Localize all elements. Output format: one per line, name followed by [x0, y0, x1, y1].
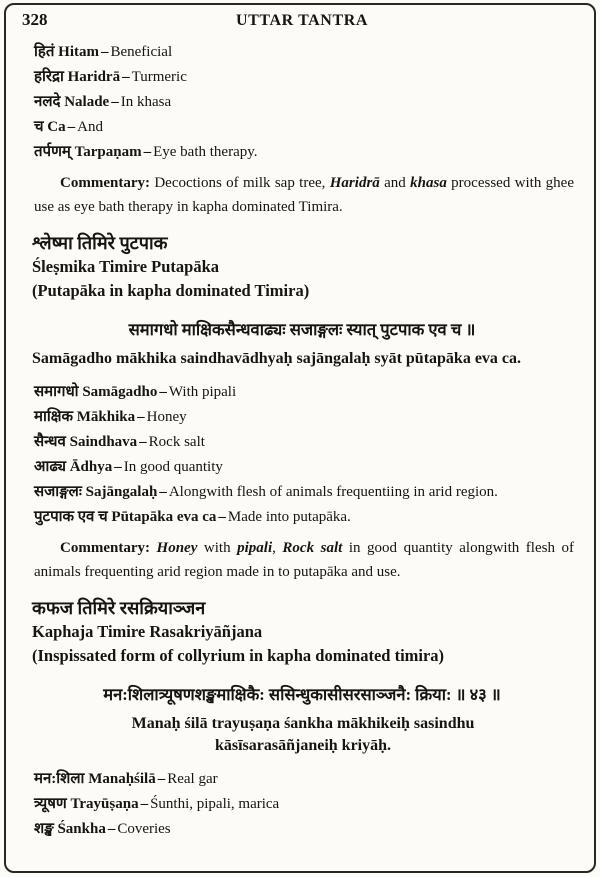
term-devanagari: मन:शिला [34, 771, 85, 787]
verse-transliteration: Samāgadho mākhika saindhavādhyaḥ sajāngalaḥ syāt pūtapāka eva ca. [32, 350, 522, 367]
dash-separator: – [100, 44, 109, 60]
commentary-text: in good quantity alongwith flesh of animals frequenting arid region made in to putapāka and use. [34, 540, 575, 580]
heading-devanagari: कफज तिमिरे रसक्रियाञ्जन [32, 598, 206, 618]
glossary-entry [30, 767, 574, 792]
term-definition: Śunthi, pipali, marica [150, 796, 280, 812]
dash-separator: – [114, 459, 122, 475]
term-definition: With pipali [168, 384, 237, 400]
term-transliteration: Ca [47, 119, 66, 135]
dash-separator: – [143, 144, 152, 160]
glossary-entry [30, 40, 574, 65]
commentary-term: Rock salt [282, 540, 343, 556]
term-definition: In khasa [120, 94, 172, 110]
commentary-label: Commentary: [60, 540, 150, 556]
commentary-term: Honey [156, 540, 198, 556]
term-transliteration: Samāgadho [82, 384, 158, 400]
dash-separator: – [140, 796, 149, 812]
dash-separator: – [139, 434, 147, 450]
term-devanagari: शङ्ख [34, 821, 54, 837]
term-devanagari: सैन्धव [34, 434, 66, 450]
term-devanagari: नलदे [34, 94, 61, 110]
commentary-text: and [379, 175, 411, 191]
page-number: 328 [22, 10, 48, 29]
book-title: UTTAR TANTRA [235, 12, 369, 29]
commentary-term: Haridrā [329, 175, 380, 191]
heading-translation: (Putapāka in kapha dominated Timira) [32, 281, 310, 300]
section-heading [30, 231, 574, 303]
glossary-entry [30, 380, 574, 405]
term-transliteration: Hitam [58, 44, 99, 60]
term-definition: Made into putapāka. [227, 509, 351, 525]
term-transliteration: Pūtapāka eva ca [111, 509, 217, 525]
glossary-entry [30, 430, 574, 455]
commentary-label: Commentary: [60, 175, 150, 191]
commentary-paragraph [30, 536, 574, 584]
sanskrit-verse: मन:शिलात्र्यूषणशङ्खमाक्षिकै: ससिन्धुकासीसरसाञ्जनै: क्रिया: ॥ ४३ ॥ [103, 685, 501, 704]
term-definition: Alongwith flesh of animals frequentiing in arid region. [168, 484, 498, 500]
term-definition: Eye bath therapy. [153, 144, 258, 160]
term-devanagari: हरिद्रा [34, 69, 64, 85]
term-definition: Honey [146, 409, 187, 425]
dash-separator: – [137, 409, 145, 425]
commentary-term: khasa [410, 175, 447, 191]
dash-separator: – [111, 94, 119, 110]
commentary-term: pipali [237, 540, 273, 556]
heading-transliteration: Śleṣmika Timire Putapāka [32, 257, 220, 276]
term-definition: Turmeric [131, 69, 187, 85]
term-devanagari: त्र्यूषण [34, 796, 67, 812]
glossary-entry [30, 480, 574, 505]
term-transliteration: Trayūṣaṇa [70, 796, 139, 812]
term-definition: Real gar [167, 771, 218, 787]
term-devanagari: पुटपाक एव च [34, 509, 108, 525]
glossary-entry [30, 115, 574, 140]
commentary-text: with [197, 540, 238, 556]
term-devanagari: हितं [34, 44, 55, 60]
term-transliteration: Tarpaṇam [74, 144, 142, 160]
dash-separator: – [218, 509, 226, 525]
verse-transliteration-line: Manaḥ śilā trayuṣaṇa śankha mākhikeiḥ sasindhu [131, 715, 475, 732]
term-devanagari: सजाङ्गलः [34, 484, 82, 500]
term-transliteration: Mākhika [76, 409, 136, 425]
term-definition: And [77, 119, 103, 135]
dash-separator: – [159, 384, 167, 400]
term-transliteration: Sajāngalaḥ [85, 484, 158, 500]
term-devanagari: च [34, 119, 44, 135]
glossary-entry [30, 65, 574, 90]
term-transliteration: Nalade [64, 94, 110, 110]
term-transliteration: Manaḥśilā [88, 771, 156, 787]
term-devanagari: माक्षिक [34, 409, 74, 425]
heading-translation: (Inspissated form of collyrium in kapha dominated timira) [32, 646, 445, 665]
page-border-frame [4, 3, 596, 873]
term-devanagari: तर्पणम् [34, 144, 71, 160]
term-definition: Coveries [117, 821, 171, 837]
glossary-entry [30, 792, 574, 817]
commentary-text: , [272, 540, 283, 556]
commentary-text: processed with ghee use as eye bath therapy in kapha dominated Timira. [34, 175, 574, 215]
glossary-entry [30, 505, 574, 530]
term-transliteration: Ādhya [69, 459, 113, 475]
dash-separator: – [107, 821, 116, 837]
dash-separator: – [159, 484, 167, 500]
glossary-entry [30, 405, 574, 430]
term-transliteration: Śankha [57, 821, 106, 837]
dash-separator: – [157, 771, 166, 787]
commentary-text: Decoctions of milk sap tree, [149, 175, 330, 191]
term-definition: Beneficial [110, 44, 173, 60]
verse-transliteration [30, 713, 574, 757]
page-header [22, 10, 574, 36]
sanskrit-verse: समागधो माक्षिकसैन्धवाढ्यः सजाङ्गलः स्यात् पुटपाक एव च ॥ [128, 320, 476, 339]
glossary-entry [30, 455, 574, 480]
term-devanagari: समागधो [34, 384, 79, 400]
glossary-entry [30, 140, 574, 165]
section-heading [30, 596, 574, 668]
dash-separator: – [122, 69, 130, 85]
verse-transliteration-line: kāsīsarasāñjaneiḥ kriyāḥ. [214, 737, 392, 754]
heading-transliteration: Kaphaja Timire Rasakriyāñjana [32, 622, 263, 641]
commentary-paragraph [30, 171, 574, 219]
heading-devanagari: श्लेष्मा तिमिरे पुटपाक [32, 233, 168, 253]
term-transliteration: Haridrā [67, 69, 121, 85]
glossary-entry [30, 90, 574, 115]
term-definition: In good quantity [123, 459, 223, 475]
term-definition: Rock salt [148, 434, 205, 450]
glossary-entry [30, 817, 574, 842]
term-transliteration: Saindhava [69, 434, 138, 450]
term-devanagari: आढ्य [34, 459, 66, 475]
dash-separator: – [67, 119, 76, 135]
